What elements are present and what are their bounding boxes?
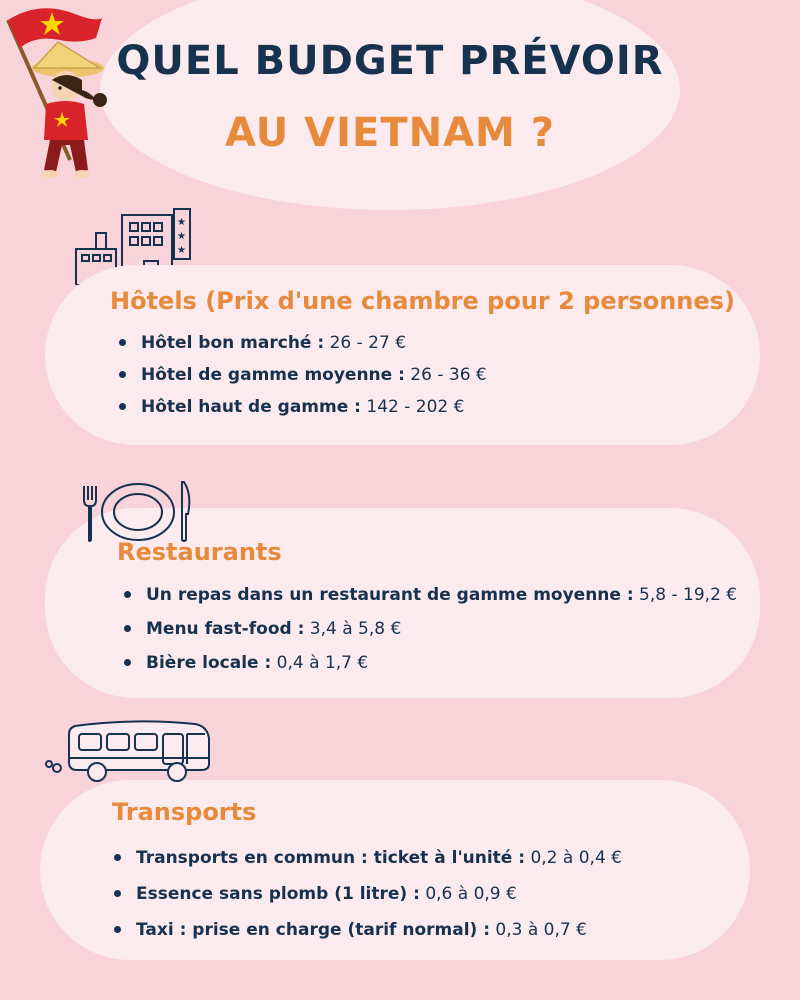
transports-card bbox=[40, 780, 750, 960]
item-value: 26 - 27 € bbox=[324, 333, 407, 353]
item-label: Hôtel bon marché : bbox=[141, 333, 325, 353]
list-item bbox=[120, 646, 737, 680]
page-subtitle: AU VIETNAM ? bbox=[225, 110, 555, 156]
list-item bbox=[115, 391, 487, 423]
girl-with-vietnam-flag-icon bbox=[0, 0, 110, 185]
item-label: Taxi : prise en charge (tarif normal) : bbox=[136, 920, 491, 940]
bus-icon bbox=[45, 718, 215, 788]
list-item bbox=[120, 578, 737, 612]
item-value: 26 - 36 € bbox=[404, 365, 487, 385]
transports-heading: Transports bbox=[112, 798, 257, 826]
item-value: 0,4 à 1,7 € bbox=[271, 653, 369, 673]
item-value: 0,6 à 0,9 € bbox=[419, 884, 517, 904]
restaurants-list bbox=[120, 578, 737, 680]
item-label: Transports en commun : ticket à l'unité : bbox=[136, 848, 526, 868]
item-label: Menu fast-food : bbox=[146, 619, 305, 639]
list-item bbox=[110, 840, 622, 876]
item-value: 0,3 à 0,7 € bbox=[490, 920, 587, 940]
item-label: Hôtel haut de gamme : bbox=[141, 397, 361, 417]
hotels-heading: Hôtels (Prix d'une chambre pour 2 personnes) bbox=[110, 287, 735, 315]
title-bubble bbox=[100, 0, 680, 210]
page-title: QUEL BUDGET PRÉVOIR bbox=[116, 38, 664, 84]
plate-cutlery-icon bbox=[80, 478, 195, 543]
transports-list bbox=[110, 840, 622, 948]
item-label: Essence sans plomb (1 litre) : bbox=[136, 884, 420, 904]
hotels-card bbox=[45, 265, 760, 445]
svg-text:★: ★ bbox=[177, 245, 186, 256]
item-value: 5,8 - 19,2 € bbox=[633, 585, 738, 605]
item-value: 0,2 à 0,4 € bbox=[525, 848, 622, 868]
item-value: 3,4 à 5,8 € bbox=[304, 619, 402, 639]
list-item bbox=[115, 327, 487, 359]
item-label: Bière locale : bbox=[146, 653, 272, 673]
svg-text:★: ★ bbox=[177, 217, 186, 228]
svg-text:★: ★ bbox=[177, 231, 186, 242]
list-item bbox=[110, 912, 622, 948]
item-label: Hôtel de gamme moyenne : bbox=[141, 365, 405, 385]
list-item bbox=[110, 876, 622, 912]
list-item bbox=[115, 359, 487, 391]
item-label: Un repas dans un restaurant de gamme moyenne : bbox=[146, 585, 634, 605]
item-value: 142 - 202 € bbox=[360, 397, 465, 417]
hotels-list bbox=[115, 327, 487, 423]
restaurants-heading: Restaurants bbox=[117, 538, 282, 566]
list-item bbox=[120, 612, 737, 646]
